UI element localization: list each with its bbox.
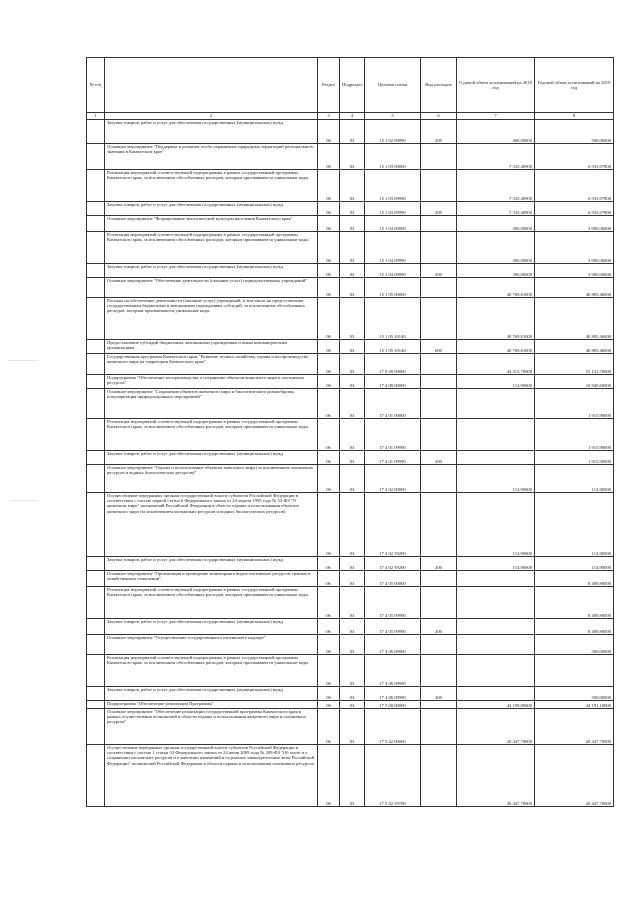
row-target-article-cell: 17 5 00 00000: [365, 701, 421, 709]
column-number: 3: [318, 113, 340, 120]
row-podrazdel-cell: 03: [340, 419, 365, 451]
row-amount-2019-cell: 6 933,97800: [535, 202, 614, 216]
row-amount-2019-cell: 500,00000: [535, 120, 614, 144]
row-podrazdel-cell: 03: [340, 687, 365, 701]
row-target-article-cell: 15 1 04 09990: [365, 264, 421, 278]
row-expense-type-cell: 200: [421, 619, 457, 635]
row-index-cell: [87, 144, 105, 170]
row-index-cell: [87, 389, 105, 419]
row-amount-2019-cell: 8 409,80000: [535, 619, 614, 635]
row-name-cell: Основное мероприятие "Поддержка и развитие особо охраняемых природных территорий регионального значения в Камчатском крае": [105, 144, 318, 170]
row-amount-2019-cell: 1 915,90000: [535, 451, 614, 465]
table-row: [87, 557, 614, 571]
row-index-cell: [87, 635, 105, 655]
row-expense-type-cell: 200: [421, 557, 457, 571]
row-razdel-cell: 06: [318, 687, 340, 701]
scan-artifact: [10, 500, 36, 501]
row-podrazdel-cell: 03: [340, 701, 365, 709]
table-row: [87, 709, 614, 745]
row-amount-2019-cell: 20 447,70000: [535, 745, 614, 807]
row-podrazdel-cell: 03: [340, 340, 365, 354]
table-row: [87, 619, 614, 635]
row-name-cell: Основное мероприятие "Формирование экологической культуры населения Камчатского края": [105, 216, 318, 232]
row-expense-type-cell: [421, 655, 457, 687]
row-name-cell: Закупка товаров, работ и услуг для обеспечения государственных (муниципальных) нужд: [105, 619, 318, 635]
row-target-article-cell: 15 1 02 09990: [365, 120, 421, 144]
row-expense-type-cell: [421, 571, 457, 587]
row-amount-2019-cell: 40 805,46000: [535, 340, 614, 354]
row-name-cell: Осуществление переданных органам государственной власти субъектов Российской Федерации в соответствии с частью первой статьи 6 Федерального закона от 24 апреля 1995 года № 52-ФЗ "О животном мире" полномочий Российской Федерации в области охраны и использования объектов животного мира (за исключением охотничьих ресурсов и водных биологических ресурсов): [105, 493, 318, 557]
row-amount-2018-cell: 44 198,80000: [457, 701, 535, 709]
row-podrazdel-cell: 03: [340, 375, 365, 389]
row-razdel-cell: 06: [318, 619, 340, 635]
row-target-article-cell: 17 4 06 09990: [365, 687, 421, 701]
row-amount-2019-cell: 44 191,10000: [535, 701, 614, 709]
row-amount-2018-cell: 400,00000: [457, 120, 535, 144]
header-expense-type: Вид расходов: [421, 58, 457, 113]
row-razdel-cell: 06: [318, 298, 340, 340]
row-target-article-cell: 17 5 02 59700: [365, 745, 421, 807]
table-row: [87, 232, 614, 264]
row-index-cell: [87, 120, 105, 144]
row-index-cell: [87, 354, 105, 375]
row-target-article-cell: 17 4 06 00000: [365, 635, 421, 655]
row-expense-type-cell: [421, 170, 457, 202]
row-target-article-cell: 17 5 02 00000: [365, 709, 421, 745]
scan-artifact: [8, 360, 38, 361]
row-index-cell: [87, 278, 105, 298]
column-number: 8: [535, 113, 614, 120]
row-podrazdel-cell: 03: [340, 202, 365, 216]
table-row: [87, 340, 614, 354]
row-podrazdel-cell: 03: [340, 451, 365, 465]
column-number: 2: [105, 113, 318, 120]
row-amount-2018-cell: 300,00000: [457, 216, 535, 232]
row-podrazdel-cell: 03: [340, 619, 365, 635]
row-expense-type-cell: 200: [421, 687, 457, 701]
row-podrazdel-cell: 03: [340, 232, 365, 264]
row-amount-2018-cell: 114,90000: [457, 465, 535, 493]
row-expense-type-cell: [421, 465, 457, 493]
row-amount-2019-cell: 114,90000: [535, 557, 614, 571]
row-index-cell: [87, 701, 105, 709]
row-amount-2019-cell: 6 933,97800: [535, 170, 614, 202]
row-amount-2018-cell: 44 313,70000: [457, 354, 535, 375]
row-target-article-cell: 17 0 00 00000: [365, 354, 421, 375]
row-target-article-cell: 17 4 06 09990: [365, 655, 421, 687]
row-target-article-cell: 15 1 03 09990: [365, 170, 421, 202]
row-name-cell: Основное мероприятие "Обеспечение реализации государственной программы Камчатского края в рамках осуществления полномочий в области охраны и использования животного мира и охотничьих ресурсов": [105, 709, 318, 745]
row-razdel-cell: 06: [318, 232, 340, 264]
row-amount-2018-cell: 7 335,40900: [457, 202, 535, 216]
row-index-cell: [87, 465, 105, 493]
header-index: № п/п: [87, 58, 105, 113]
row-name-cell: Закупка товаров, работ и услуг для обеспечения государственных (муниципальных) нужд: [105, 120, 318, 144]
row-name-cell: Закупка товаров, работ и услуг для обеспечения государственных (муниципальных) нужд: [105, 264, 318, 278]
row-podrazdel-cell: 03: [340, 745, 365, 807]
row-name-cell: Предоставление субсидий бюджетным, автономным учреждениям и иным некоммерческим организациям: [105, 340, 318, 354]
row-amount-2018-cell: 7 335,40900: [457, 170, 535, 202]
row-razdel-cell: 06: [318, 493, 340, 557]
row-amount-2019-cell: 114,90000: [535, 465, 614, 493]
row-podrazdel-cell: 03: [340, 216, 365, 232]
row-name-cell: Реализация мероприятий соответствующей подпрограммы в рамках государственной программы Камчатского края, за исключением обособленных расходов, которым присваиваются уникальные коды: [105, 419, 318, 451]
row-amount-2018-cell: [457, 389, 535, 419]
row-podrazdel-cell: 03: [340, 635, 365, 655]
row-amount-2019-cell: 500,00000: [535, 687, 614, 701]
row-podrazdel-cell: 03: [340, 144, 365, 170]
row-expense-type-cell: 200: [421, 202, 457, 216]
row-amount-2018-cell: [457, 587, 535, 619]
row-target-article-cell: 15 1 05 00000: [365, 278, 421, 298]
row-expense-type-cell: [421, 354, 457, 375]
row-amount-2019-cell: 500,00000: [535, 635, 614, 655]
row-podrazdel-cell: 03: [340, 389, 365, 419]
row-expense-type-cell: [421, 375, 457, 389]
row-target-article-cell: 15 1 04 09990: [365, 232, 421, 264]
row-razdel-cell: 06: [318, 375, 340, 389]
row-target-article-cell: 17 4 05 09990: [365, 587, 421, 619]
row-amount-2019-cell: 10 940,60000: [535, 375, 614, 389]
row-target-article-cell: 17 4 01 00000: [365, 389, 421, 419]
row-razdel-cell: 06: [318, 354, 340, 375]
row-razdel-cell: 06: [318, 340, 340, 354]
row-amount-2019-cell: 3 000,00000: [535, 216, 614, 232]
row-podrazdel-cell: 03: [340, 587, 365, 619]
table-row: [87, 745, 614, 807]
table-row: [87, 278, 614, 298]
row-podrazdel-cell: 03: [340, 278, 365, 298]
row-target-article-cell: 17 4 02 59200: [365, 557, 421, 571]
row-razdel-cell: 06: [318, 120, 340, 144]
row-index-cell: [87, 232, 105, 264]
row-index-cell: [87, 264, 105, 278]
row-target-article-cell: 15 1 03 00000: [365, 144, 421, 170]
row-target-article-cell: 15 1 04 00000: [365, 216, 421, 232]
column-number: 4: [340, 113, 365, 120]
row-razdel-cell: 06: [318, 571, 340, 587]
row-expense-type-cell: [421, 709, 457, 745]
row-expense-type-cell: 200: [421, 451, 457, 465]
row-name-cell: Подпрограмма "Обеспечение реализации Программы": [105, 701, 318, 709]
row-amount-2018-cell: [457, 619, 535, 635]
row-expense-type-cell: [421, 587, 457, 619]
budget-table: [86, 57, 614, 807]
row-expense-type-cell: [421, 419, 457, 451]
row-podrazdel-cell: 03: [340, 465, 365, 493]
row-razdel-cell: 06: [318, 202, 340, 216]
row-amount-2018-cell: 40 769,81000: [457, 340, 535, 354]
row-amount-2019-cell: 114,90000: [535, 493, 614, 557]
row-expense-type-cell: [421, 389, 457, 419]
row-amount-2018-cell: [457, 655, 535, 687]
row-expense-type-cell: [421, 701, 457, 709]
table-row: [87, 216, 614, 232]
row-amount-2018-cell: 20 447,70000: [457, 745, 535, 807]
row-target-article-cell: 17 4 00 00000: [365, 375, 421, 389]
table-header-row: [87, 58, 614, 113]
row-amount-2018-cell: [457, 687, 535, 701]
row-amount-2018-cell: 300,00000: [457, 232, 535, 264]
row-amount-2018-cell: 114,90000: [457, 557, 535, 571]
row-index-cell: [87, 587, 105, 619]
column-number: 1: [87, 113, 105, 120]
row-expense-type-cell: [421, 216, 457, 232]
row-amount-2019-cell: 8 409,80000: [535, 571, 614, 587]
row-razdel-cell: 06: [318, 655, 340, 687]
row-name-cell: Подпрограмма "Обеспечение воспроизводства и сохранение объектов животного мира и охотничьих ресурсов": [105, 375, 318, 389]
row-name-cell: Расходы на обеспечение деятельности (оказание услуг) учреждений, в том числе на предоставление государственным бюджетным и автономным учреждениям субсидий, за исключением обособленных расходов, которым присваиваются уникальные коды: [105, 298, 318, 340]
row-amount-2018-cell: 40 769,81000: [457, 278, 535, 298]
row-index-cell: [87, 340, 105, 354]
table-row: [87, 298, 614, 340]
header-podrazdel: Подраздел: [340, 58, 365, 113]
row-razdel-cell: 06: [318, 216, 340, 232]
row-target-article-cell: 17 4 05 09990: [365, 619, 421, 635]
row-razdel-cell: 06: [318, 709, 340, 745]
table-row: [87, 655, 614, 687]
table-row: [87, 389, 614, 419]
row-index-cell: [87, 619, 105, 635]
row-expense-type-cell: [421, 745, 457, 807]
row-name-cell: Основное мероприятие "Организация и проведение мониторинга видов охотничьих ресурсов, ценных в хозяйственном отношении": [105, 571, 318, 587]
header-name: [105, 58, 318, 113]
table-row: [87, 635, 614, 655]
row-expense-type-cell: [421, 232, 457, 264]
row-index-cell: [87, 375, 105, 389]
header-amount-2018: Годовой объем ассигнований на 2018 год: [457, 58, 535, 113]
row-target-article-cell: 15 1 05 10140: [365, 298, 421, 340]
table-row: [87, 375, 614, 389]
row-razdel-cell: 06: [318, 419, 340, 451]
row-name-cell: Реализация мероприятий соответствующей подпрограммы в рамках государственной программы Камчатского края, за исключением обособленных расходов, которым присваиваются уникальные коды: [105, 232, 318, 264]
row-razdel-cell: 06: [318, 278, 340, 298]
row-name-cell: Реализация мероприятий соответствующей подпрограммы в рамках государственной программы Камчатского края, за исключением обособленных расходов, которым присваиваются уникальные коды: [105, 587, 318, 619]
column-number: 5: [365, 113, 421, 120]
table-row: [87, 144, 614, 170]
row-expense-type-cell: 600: [421, 340, 457, 354]
row-amount-2019-cell: 1 915,90000: [535, 419, 614, 451]
row-amount-2019-cell: 40 805,46000: [535, 298, 614, 340]
row-index-cell: [87, 451, 105, 465]
row-razdel-cell: 06: [318, 745, 340, 807]
row-name-cell: Реализация мероприятий соответствующей подпрограммы в рамках государственной программы Камчатского края, за исключением обособленных расходов, которым присваиваются уникальные коды: [105, 655, 318, 687]
table-row: [87, 120, 614, 144]
row-name-cell: Закупка товаров, работ и услуг для обеспечения государственных (муниципальных) нужд: [105, 687, 318, 701]
row-target-article-cell: 17 4 02 00000: [365, 465, 421, 493]
row-name-cell: Реализация мероприятий соответствующей подпрограммы в рамках государственной программы Камчатского края, за исключением обособленных расходов, которым присваиваются уникальные коды: [105, 170, 318, 202]
table-row: [87, 264, 614, 278]
row-target-article-cell: 17 4 05 00000: [365, 571, 421, 587]
row-expense-type-cell: [421, 635, 457, 655]
row-index-cell: [87, 216, 105, 232]
row-index-cell: [87, 655, 105, 687]
row-podrazdel-cell: 03: [340, 354, 365, 375]
row-podrazdel-cell: 03: [340, 264, 365, 278]
row-name-cell: Основное мероприятие "Сохранение объектов животного мира и биологического разнообразия, популяризация природоохранных мероприятий": [105, 389, 318, 419]
row-razdel-cell: 06: [318, 557, 340, 571]
row-index-cell: [87, 709, 105, 745]
row-name-cell: Осуществление переданных органам государственной власти субъектов Российской Федерации в соответствии с частью 1 статьи 33 Федерального закона от 24 июля 2009 года № 209-ФЗ "Об охоте и о сохранении охотничьих ресурсов и о внесении изменений в отдельные законодательные акты Российской Федерации" полномочий Российской Федерации в области охраны и использования охотничьих ресурсов: [105, 745, 318, 807]
row-razdel-cell: 06: [318, 587, 340, 619]
row-amount-2019-cell: 3 000,00000: [535, 264, 614, 278]
row-index-cell: [87, 557, 105, 571]
row-name-cell: Закупка товаров, работ и услуг для обеспечения государственных (муниципальных) нужд: [105, 202, 318, 216]
row-target-article-cell: 17 4 01 09990: [365, 419, 421, 451]
row-amount-2019-cell: 8 409,80000: [535, 587, 614, 619]
row-amount-2018-cell: 40 769,81000: [457, 298, 535, 340]
row-index-cell: [87, 687, 105, 701]
row-name-cell: Закупка товаров, работ и услуг для обеспечения государственных (муниципальных) нужд: [105, 451, 318, 465]
row-index-cell: [87, 493, 105, 557]
row-amount-2018-cell: [457, 635, 535, 655]
row-index-cell: [87, 571, 105, 587]
row-expense-type-cell: [421, 493, 457, 557]
header-amount-2019: Годовой объем ассигнований на 2019 год: [535, 58, 614, 113]
row-razdel-cell: 06: [318, 264, 340, 278]
row-podrazdel-cell: 03: [340, 655, 365, 687]
row-target-article-cell: 15 1 03 09990: [365, 202, 421, 216]
row-expense-type-cell: 200: [421, 120, 457, 144]
table-row: [87, 701, 614, 709]
row-amount-2019-cell: 20 447,70000: [535, 709, 614, 745]
table-row: [87, 571, 614, 587]
row-razdel-cell: 06: [318, 144, 340, 170]
row-razdel-cell: 06: [318, 451, 340, 465]
table-row: [87, 587, 614, 619]
row-podrazdel-cell: 03: [340, 557, 365, 571]
column-number: 6: [421, 113, 457, 120]
row-name-cell: Основное мероприятие "Осуществление государственного охотничьего надзора": [105, 635, 318, 655]
row-target-article-cell: 17 4 02 59200: [365, 493, 421, 557]
table-row: [87, 687, 614, 701]
row-podrazdel-cell: 03: [340, 709, 365, 745]
column-number-row: [87, 113, 614, 120]
table-row: [87, 170, 614, 202]
row-index-cell: [87, 170, 105, 202]
table-row: [87, 419, 614, 451]
table-row: [87, 493, 614, 557]
row-expense-type-cell: 200: [421, 264, 457, 278]
row-amount-2018-cell: [457, 451, 535, 465]
row-podrazdel-cell: 03: [340, 493, 365, 557]
row-razdel-cell: 06: [318, 701, 340, 709]
row-target-article-cell: 15 1 05 10140: [365, 340, 421, 354]
row-amount-2019-cell: 3 000,00000: [535, 232, 614, 264]
row-razdel-cell: 06: [318, 465, 340, 493]
table-row: [87, 451, 614, 465]
table-row: [87, 202, 614, 216]
row-name-cell: Основное мероприятие "Охрана и использование объектов животного мира (за исключением охотничьих ресурсов и водных биологических ресурсов)": [105, 465, 318, 493]
row-name-cell: Основное мероприятие "Обеспечение деятельности (оказание услуг) подведомственных учреждений": [105, 278, 318, 298]
row-amount-2018-cell: 114,90000: [457, 493, 535, 557]
row-razdel-cell: 06: [318, 635, 340, 655]
row-amount-2019-cell: [535, 655, 614, 687]
header-target-article: Целевая статья: [365, 58, 421, 113]
row-podrazdel-cell: 03: [340, 298, 365, 340]
row-name-cell: Государственная программа Камчатского края "Развитие лесного хозяйства, охрана и воспроизводство животного мира на территории Камчатского края": [105, 354, 318, 375]
row-podrazdel-cell: 03: [340, 170, 365, 202]
row-index-cell: [87, 745, 105, 807]
row-amount-2019-cell: 6 933,97800: [535, 144, 614, 170]
table-row: [87, 465, 614, 493]
row-amount-2019-cell: 1 915,90000: [535, 389, 614, 419]
row-expense-type-cell: [421, 144, 457, 170]
row-expense-type-cell: [421, 298, 457, 340]
row-podrazdel-cell: 03: [340, 571, 365, 587]
row-name-cell: Закупка товаров, работ и услуг для обеспечения государственных (муниципальных) нужд: [105, 557, 318, 571]
row-index-cell: [87, 298, 105, 340]
row-target-article-cell: 17 4 01 09990: [365, 451, 421, 465]
row-amount-2018-cell: 7 335,40900: [457, 144, 535, 170]
row-amount-2018-cell: 114,90000: [457, 375, 535, 389]
header-razdel: Раздел: [318, 58, 340, 113]
table-row: [87, 354, 614, 375]
row-razdel-cell: 06: [318, 389, 340, 419]
column-number: 7: [457, 113, 535, 120]
row-expense-type-cell: [421, 278, 457, 298]
row-podrazdel-cell: 03: [340, 120, 365, 144]
row-amount-2018-cell: 20 447,70000: [457, 709, 535, 745]
row-amount-2019-cell: 55 131,70000: [535, 354, 614, 375]
row-index-cell: [87, 202, 105, 216]
budget-document-page: [86, 57, 613, 857]
row-index-cell: [87, 419, 105, 451]
row-amount-2018-cell: 300,00000: [457, 264, 535, 278]
row-amount-2019-cell: 40 805,46000: [535, 278, 614, 298]
row-amount-2018-cell: [457, 571, 535, 587]
row-razdel-cell: 06: [318, 170, 340, 202]
row-amount-2018-cell: [457, 419, 535, 451]
